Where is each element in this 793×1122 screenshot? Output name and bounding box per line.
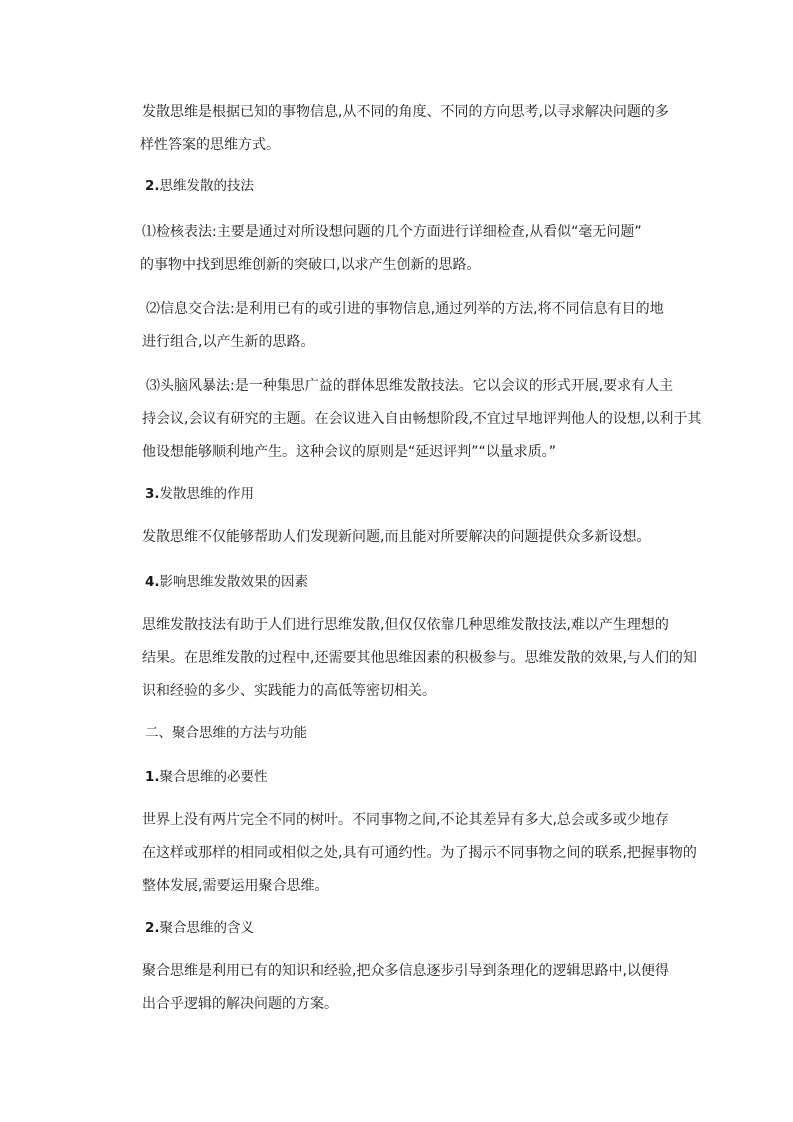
- paragraph-checklist-method: [142, 216, 662, 282]
- text-line: 出合乎逻辑的解决问题的方案。: [142, 996, 338, 1012]
- text-line: 识和经验的多少、实践能力的高低等密切相关。: [142, 683, 436, 699]
- paragraph-information-crossing-method: [142, 293, 662, 359]
- heading-convergent-necessity: [145, 761, 665, 794]
- heading-text: 影响思维发散效果的因素: [159, 574, 309, 590]
- text-line: 世界上没有两片完全不同的树叶。不同事物之间,不论其差异有多大,总会或多或少地存: [142, 812, 669, 828]
- text-line: 聚合思维是利用已有的知识和经验,把众多信息逐步引导到条理化的逻辑思路中,以便得: [142, 963, 669, 979]
- heading-number: 2.: [145, 920, 160, 936]
- paragraph-brainstorming-method: [142, 370, 702, 469]
- text-line: 发散思维不仅能够帮助人们发现新问题,而且能对所要解决的问题提供众多新设想。: [142, 529, 651, 545]
- paragraph-divergent-role: [142, 521, 662, 554]
- text-line: ⑵信息交合法:是利用已有的或引进的事物信息,通过列举的方法,将不同信息有目的地: [146, 301, 664, 317]
- paragraph-convergent-necessity: [142, 804, 697, 903]
- text-line: 进行组合,以产生新的思路。: [142, 334, 315, 350]
- text-line: 样性答案的思维方式。: [140, 137, 280, 153]
- text-line: 发散思维是根据已知的事物信息,从不同的角度、不同的方向思考,以寻求解决问题的多: [142, 104, 669, 120]
- heading-number: 3.: [145, 486, 160, 502]
- heading-number: 1.: [145, 769, 160, 785]
- text-line: 的事物中找到思维创新的突破口,以求产生创新的思路。: [140, 257, 481, 273]
- heading-divergent-role: [145, 478, 665, 511]
- heading-text: 发散思维的作用: [159, 486, 255, 502]
- heading-influencing-factors: [145, 566, 665, 599]
- text-line: 持会议,会议有研究的主题。在会议进入自由畅想阶段,不宜过早地评判他人的设想,以利于其: [142, 411, 702, 427]
- paragraph-influencing-factors: [142, 609, 697, 708]
- heading-text: 聚合思维的含义: [159, 920, 255, 936]
- text-line: ⑴检核表法:主要是通过对所设想问题的几个方面进行详细检查,从看似“毫无问题”: [142, 224, 642, 240]
- section-heading-text: 二、聚合思维的方法与功能: [145, 725, 307, 741]
- heading-number: 4.: [145, 574, 160, 590]
- paragraph-convergent-meaning: [142, 955, 669, 1021]
- heading-number: 2.: [145, 178, 160, 194]
- section-heading-convergent: [145, 717, 665, 750]
- text-line: 他设想能够顺利地产生。这种会议的原则是“延迟评判”“以量求质。”: [142, 444, 557, 460]
- text-line: 思维发散技法有助于人们进行思维发散,但仅仅依靠几种思维发散技法,难以产生理想的: [142, 617, 669, 633]
- text-line: 结果。在思维发散的过程中,还需要其他思维因素的积极参与。思维发散的效果,与人们的知: [142, 650, 697, 666]
- text-line: 在这样或那样的相同或相似之处,具有可通约性。为了揭示不同事物之间的联系,把握事物的: [142, 845, 697, 861]
- heading-text: 聚合思维的必要性: [159, 769, 268, 785]
- heading-divergent-techniques: [145, 170, 665, 203]
- text-line: 整体发展,需要运用聚合思维。: [142, 878, 329, 894]
- heading-convergent-meaning: [145, 912, 665, 945]
- heading-text: 思维发散的技法: [159, 178, 255, 194]
- text-line: ⑶头脑风暴法:是一种集思广益的群体思维发散技法。它以会议的形式开展,要求有人主: [146, 378, 674, 394]
- paragraph-divergent-definition: [140, 96, 669, 162]
